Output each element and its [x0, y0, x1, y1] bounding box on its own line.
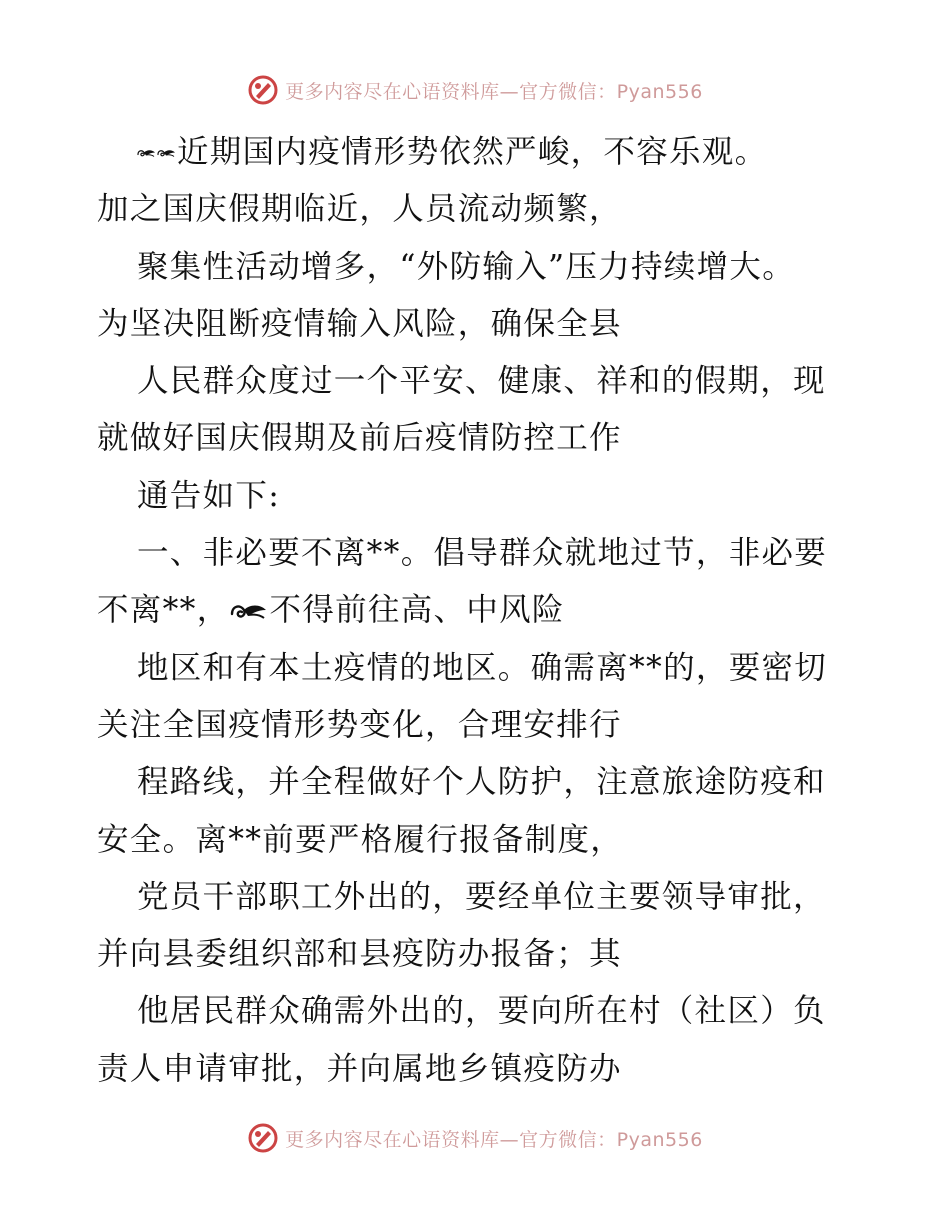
line-text: 就做好国庆假期及前后疫情防控工作	[97, 420, 622, 457]
text-line	[97, 640, 857, 697]
text-line	[97, 754, 857, 811]
line-text: 为坚决阻断疫情输入风险，确保全县	[97, 305, 622, 342]
line-text: 一、非必要不离**。倡导群众就地过节，非必要	[137, 535, 828, 572]
line-text: 安全。离**前要严格履行报备制度，	[97, 821, 624, 858]
text-line	[97, 410, 857, 467]
watermark-text: 更多内容尽在心语资料库—官方微信：Pyan556	[285, 1128, 703, 1151]
line-text: 聚集性活动增多，“外防输入”压力持续增大。	[137, 248, 796, 285]
leaf-ornament-icon	[137, 142, 177, 164]
line-text: 通告如下:	[137, 477, 281, 514]
text-line	[97, 181, 857, 238]
line-text: 程路线，并全程做好个人防护，注意旅途防疫和	[137, 764, 826, 801]
line-text: 近期国内疫情形势依然严峻，不容乐观。	[177, 134, 768, 170]
text-line	[97, 582, 857, 639]
line-text: 党员干部职工外出的，要经单位主要领导审批，	[137, 878, 826, 915]
header-watermark-banner	[0, 70, 950, 110]
line-text: 加之国庆假期临近，人员流动频繁，	[97, 191, 622, 228]
text-line	[97, 1041, 857, 1098]
text-line	[97, 239, 857, 296]
footer-watermark-banner	[0, 1118, 950, 1158]
red-seal-logo-icon	[247, 74, 279, 106]
text-line	[97, 926, 857, 983]
text-line	[97, 697, 857, 754]
line-text: 地区和有本土疫情的地区。确需离**的，要密切	[137, 649, 828, 686]
document-body	[97, 124, 857, 1098]
leaf-ornament-icon	[230, 600, 270, 622]
text-line	[97, 525, 857, 582]
text-line	[97, 869, 857, 926]
line-text: 不离**，	[97, 592, 230, 629]
line-text: 他居民群众确需外出的，要向所在村（社区）负	[137, 993, 826, 1030]
text-line	[97, 353, 857, 410]
line-text: 并向县委组织部和县疫防办报备；其	[97, 936, 622, 973]
line-text: 不得前往高、中风险	[269, 592, 565, 629]
line-text: 关注全国疫情形势变化，合理安排行	[97, 706, 622, 743]
line-text: 人民群众度过一个平安、健康、祥和的假期，现	[137, 363, 826, 400]
red-seal-logo-icon	[247, 1122, 279, 1154]
line-text: 责人申请审批，并向属地乡镇疫防办	[97, 1050, 622, 1087]
text-line	[97, 124, 857, 181]
watermark-text: 更多内容尽在心语资料库—官方微信：Pyan556	[285, 80, 703, 103]
text-line	[97, 468, 857, 525]
text-line	[97, 812, 857, 869]
text-line	[97, 296, 857, 353]
text-line	[97, 983, 857, 1040]
